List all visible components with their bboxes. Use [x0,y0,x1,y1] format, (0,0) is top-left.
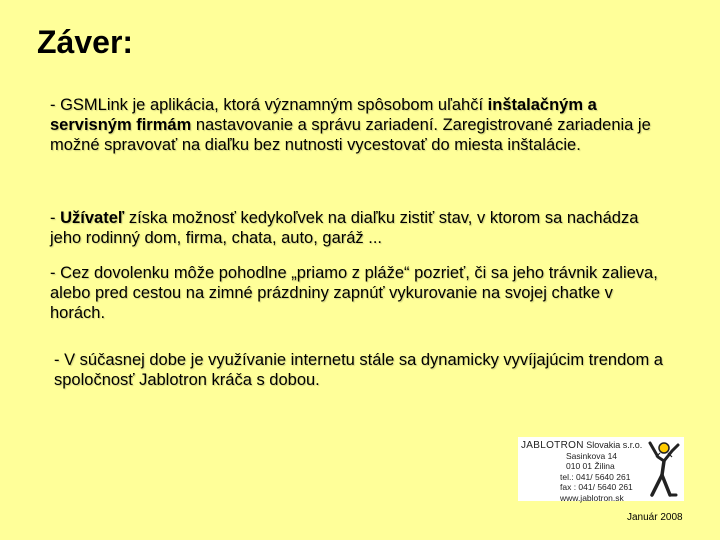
logo-address-line: Sasinkova 14 [566,451,618,461]
jablotron-mascot-icon [644,439,682,499]
jablotron-logo-card [518,437,684,501]
logo-contact-line: www.jablotron.sk [560,492,624,503]
paragraph-user-post: získa možnosť kedykoľvek na diaľku zistiť stav, v ktorom sa nachádza jeho rodinný dom, firma, chata, auto, garáž ... [50,209,639,247]
logo-company-suffix: Slovakia s.r.o. [583,440,643,450]
logo-address [566,451,617,472]
footer-date: Január 2008 [627,512,683,523]
paragraph-internet: - V súčasnej dobe je využívanie internetu stále sa dynamicky vyvíjajúcim trendom a spoločnosť Jablotron kráča s dobou. [54,351,663,389]
logo-contact-line: tel.: 041/ 5640 261 [560,472,631,482]
logo-address-line: 010 01 Žilina [566,461,615,472]
logo-contact-line: fax : 041/ 5640 261 [560,482,633,493]
slide-title: Záver: [37,24,134,60]
logo-contact [560,472,633,503]
paragraph-user-bold: Užívateľ [60,209,125,227]
logo-company-name [521,440,642,451]
logo-brand: JABLOTRON [521,440,584,451]
paragraph-gsmlink [50,95,660,155]
paragraph-vacation: - Cez dovolenku môže pohodlne „priamo z pláže“ pozrieť, či sa jeho trávnik zalieva, alebo pred cestou na zimné prázdniny zapnúť vykurovanie na svojej chatke v horách. [50,264,658,322]
paragraph-user-pre: - [50,209,61,227]
paragraph-gsmlink-bold: inštalačným a servisným firmám [50,96,597,134]
paragraph-user [50,208,660,248]
paragraph-gsmlink-post: nastavovanie a správu zariadení. Zaregistrované zariadenia je možné spravovať na diaľku bez nutnosti vycestovať do miesta inštalácie. [50,116,651,154]
paragraph-gsmlink-pre: - GSMLink je aplikácia, ktorá významným spôsobom uľahčí [50,96,488,114]
